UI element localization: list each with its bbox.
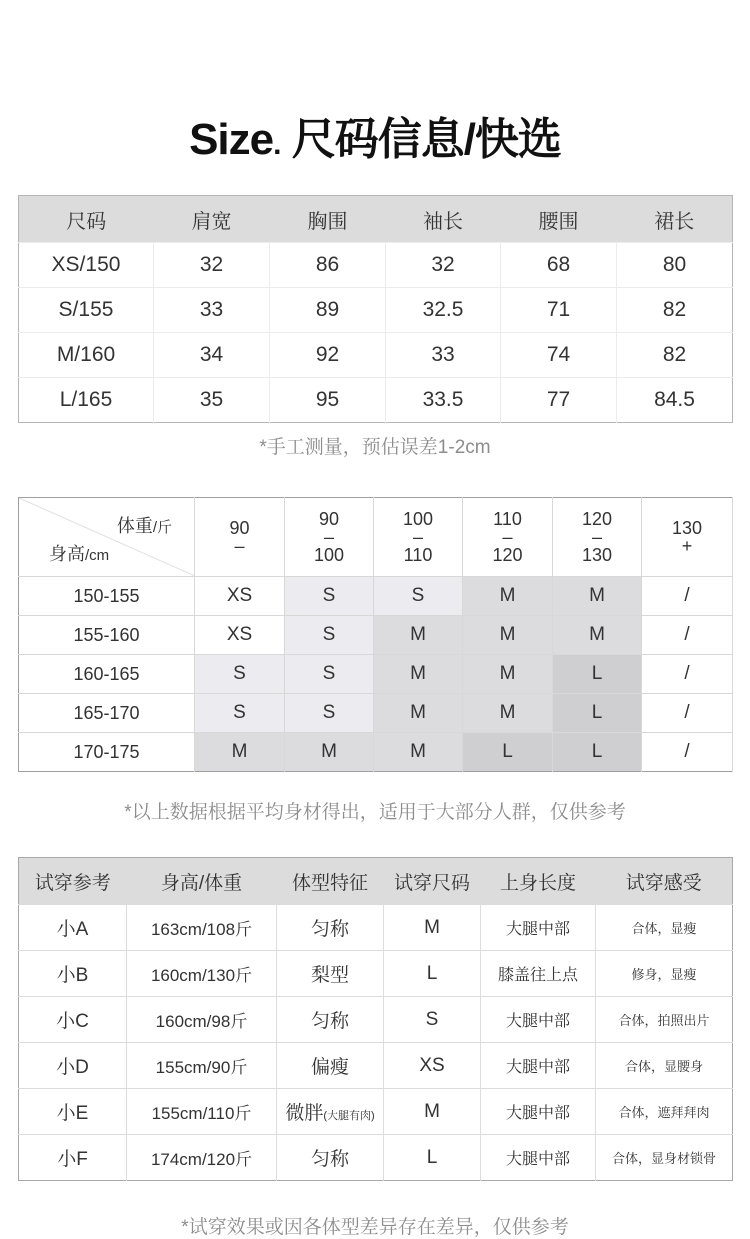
- weight-col-header: 90 –: [195, 498, 285, 577]
- length: 大腿中部: [481, 997, 596, 1043]
- body-type: 匀称: [277, 997, 384, 1043]
- feel: 合体，显瘦: [596, 905, 733, 951]
- height-range: 160-165: [19, 655, 195, 694]
- header-height-weight: 身高/体重: [127, 858, 277, 905]
- height-weight: 155cm/110斤: [127, 1089, 277, 1135]
- body-type: 匀称: [277, 905, 384, 951]
- height-range: 170-175: [19, 733, 195, 772]
- try-size: L: [384, 1135, 481, 1181]
- size-cell: L: [553, 733, 642, 772]
- height-weight: 160cm/130斤: [127, 951, 277, 997]
- try-size: L: [384, 951, 481, 997]
- weight-label: 体重/斤: [116, 516, 172, 536]
- table-cell: 33: [386, 333, 501, 378]
- size-cell: M: [553, 577, 642, 616]
- title-dot: .: [273, 128, 281, 161]
- size-cell: M: [463, 616, 553, 655]
- size-table: [18, 195, 733, 423]
- try-size: M: [384, 905, 481, 951]
- table-row: [19, 905, 733, 951]
- table-row: [19, 951, 733, 997]
- table-row: [19, 997, 733, 1043]
- table-row: [19, 288, 733, 333]
- size-cell: M: [463, 577, 553, 616]
- length: 大腿中部: [481, 1089, 596, 1135]
- table-cell: 92: [270, 333, 386, 378]
- weight-col-header: 130 +: [642, 498, 733, 577]
- height-weight: 163cm/108斤: [127, 905, 277, 951]
- height-weight: 155cm/90斤: [127, 1043, 277, 1089]
- table-cell: 84.5: [617, 378, 733, 423]
- size-cell: /: [642, 616, 733, 655]
- header-skirt-length: 裙长: [617, 196, 733, 243]
- table-row: [19, 616, 733, 655]
- size-cell: L: [553, 694, 642, 733]
- height-label: 身高/cm: [49, 544, 110, 564]
- length: 膝盖往上点: [481, 951, 596, 997]
- feel: 合体，拍照出片: [596, 997, 733, 1043]
- table-cell: M/160: [19, 333, 154, 378]
- table-cell: 32.5: [386, 288, 501, 333]
- table-cell: 82: [617, 333, 733, 378]
- body-type: 匀称: [277, 1135, 384, 1181]
- table-row: [19, 378, 733, 423]
- model-name: 小C: [19, 997, 127, 1043]
- height-weight: 174cm/120斤: [127, 1135, 277, 1181]
- feel: 合体，显身材锁骨: [596, 1135, 733, 1181]
- model-name: 小D: [19, 1043, 127, 1089]
- table-row: [19, 243, 733, 288]
- table-row: [19, 694, 733, 733]
- try-on-table: [18, 857, 733, 1181]
- page-title: [0, 112, 750, 173]
- header-length: 上身长度: [481, 858, 596, 905]
- header-shoulder: 肩宽: [154, 196, 270, 243]
- size-cell: S: [374, 577, 463, 616]
- table-cell: XS/150: [19, 243, 154, 288]
- table-cell: 77: [501, 378, 617, 423]
- table-cell: 89: [270, 288, 386, 333]
- height-range: 155-160: [19, 616, 195, 655]
- try-size: S: [384, 997, 481, 1043]
- body-type: 梨型: [277, 951, 384, 997]
- header-bust: 胸围: [270, 196, 386, 243]
- header-size: 尺码: [19, 196, 154, 243]
- try-on-note: *试穿效果或因各体型差异存在差异，仅供参考: [181, 1217, 569, 1238]
- try-size: M: [384, 1089, 481, 1135]
- body-type: 偏瘦: [277, 1043, 384, 1089]
- size-cell: M: [374, 616, 463, 655]
- height-range: 165-170: [19, 694, 195, 733]
- measurement-note: *手工测量，预估误差1-2cm: [259, 437, 491, 458]
- weight-col-header: 120 – 130: [553, 498, 642, 577]
- size-cell: M: [285, 733, 374, 772]
- quick-select-note: *以上数据根据平均身材得出，适用于大部分人群，仅供参考: [124, 802, 626, 823]
- table-cell: L/165: [19, 378, 154, 423]
- header-body-type: 体型特征: [277, 858, 384, 905]
- size-cell: M: [195, 733, 285, 772]
- weight-col-header: 90 – 100: [285, 498, 374, 577]
- feel: 合体，遮拜拜肉: [596, 1089, 733, 1135]
- table-cell: 74: [501, 333, 617, 378]
- size-cell: M: [463, 655, 553, 694]
- try-size: XS: [384, 1043, 481, 1089]
- length: 大腿中部: [481, 905, 596, 951]
- header-sleeve: 袖长: [386, 196, 501, 243]
- header-try-size: 试穿尺码: [384, 858, 481, 905]
- model-name: 小F: [19, 1135, 127, 1181]
- size-cell: S: [285, 577, 374, 616]
- size-cell: S: [285, 616, 374, 655]
- size-cell: L: [463, 733, 553, 772]
- header-reference: 试穿参考: [19, 858, 127, 905]
- size-cell: M: [374, 694, 463, 733]
- size-cell: L: [553, 655, 642, 694]
- size-cell: /: [642, 655, 733, 694]
- model-name: 小B: [19, 951, 127, 997]
- table-cell: S/155: [19, 288, 154, 333]
- model-name: 小E: [19, 1089, 127, 1135]
- table-cell: 68: [501, 243, 617, 288]
- try-on-header: [19, 858, 733, 905]
- table-row: [19, 1089, 733, 1135]
- table-cell: 86: [270, 243, 386, 288]
- size-cell: M: [374, 733, 463, 772]
- table-cell: 33.5: [386, 378, 501, 423]
- table-cell: 95: [270, 378, 386, 423]
- header-feel: 试穿感受: [596, 858, 733, 905]
- feel: 修身，显瘦: [596, 951, 733, 997]
- table-cell: 32: [386, 243, 501, 288]
- title-size: Size: [189, 115, 274, 164]
- size-cell: /: [642, 733, 733, 772]
- weight-col-header: 110 – 120: [463, 498, 553, 577]
- body-type: 微胖(大腿有肉): [277, 1089, 384, 1135]
- size-cell: XS: [195, 616, 285, 655]
- table-row: [19, 1135, 733, 1181]
- table-cell: 35: [154, 378, 270, 423]
- size-cell: XS: [195, 577, 285, 616]
- height-range: 150-155: [19, 577, 195, 616]
- header-waist: 腰围: [501, 196, 617, 243]
- size-cell: /: [642, 577, 733, 616]
- table-row: [19, 333, 733, 378]
- table-cell: 80: [617, 243, 733, 288]
- size-cell: S: [195, 655, 285, 694]
- size-cell: M: [463, 694, 553, 733]
- size-table-header: [19, 196, 733, 243]
- table-row: [19, 577, 733, 616]
- table-row: [19, 655, 733, 694]
- quick-select-table: [18, 497, 733, 772]
- table-row: [19, 733, 733, 772]
- size-cell: S: [285, 694, 374, 733]
- weight-col-header: 100 – 110: [374, 498, 463, 577]
- table-row: [19, 1043, 733, 1089]
- size-cell: S: [195, 694, 285, 733]
- size-cell: S: [285, 655, 374, 694]
- model-name: 小A: [19, 905, 127, 951]
- height-weight: 160cm/98斤: [127, 997, 277, 1043]
- length: 大腿中部: [481, 1043, 596, 1089]
- length: 大腿中部: [481, 1135, 596, 1181]
- weight-header-row: [19, 498, 733, 577]
- title-cn: 尺码信息/快选: [280, 115, 561, 164]
- size-cell: /: [642, 694, 733, 733]
- table-cell: 32: [154, 243, 270, 288]
- size-cell: M: [374, 655, 463, 694]
- table-cell: 71: [501, 288, 617, 333]
- feel: 合体，显腰身: [596, 1043, 733, 1089]
- table-cell: 34: [154, 333, 270, 378]
- corner-cell: [19, 498, 195, 577]
- table-cell: 33: [154, 288, 270, 333]
- size-cell: M: [553, 616, 642, 655]
- table-cell: 82: [617, 288, 733, 333]
